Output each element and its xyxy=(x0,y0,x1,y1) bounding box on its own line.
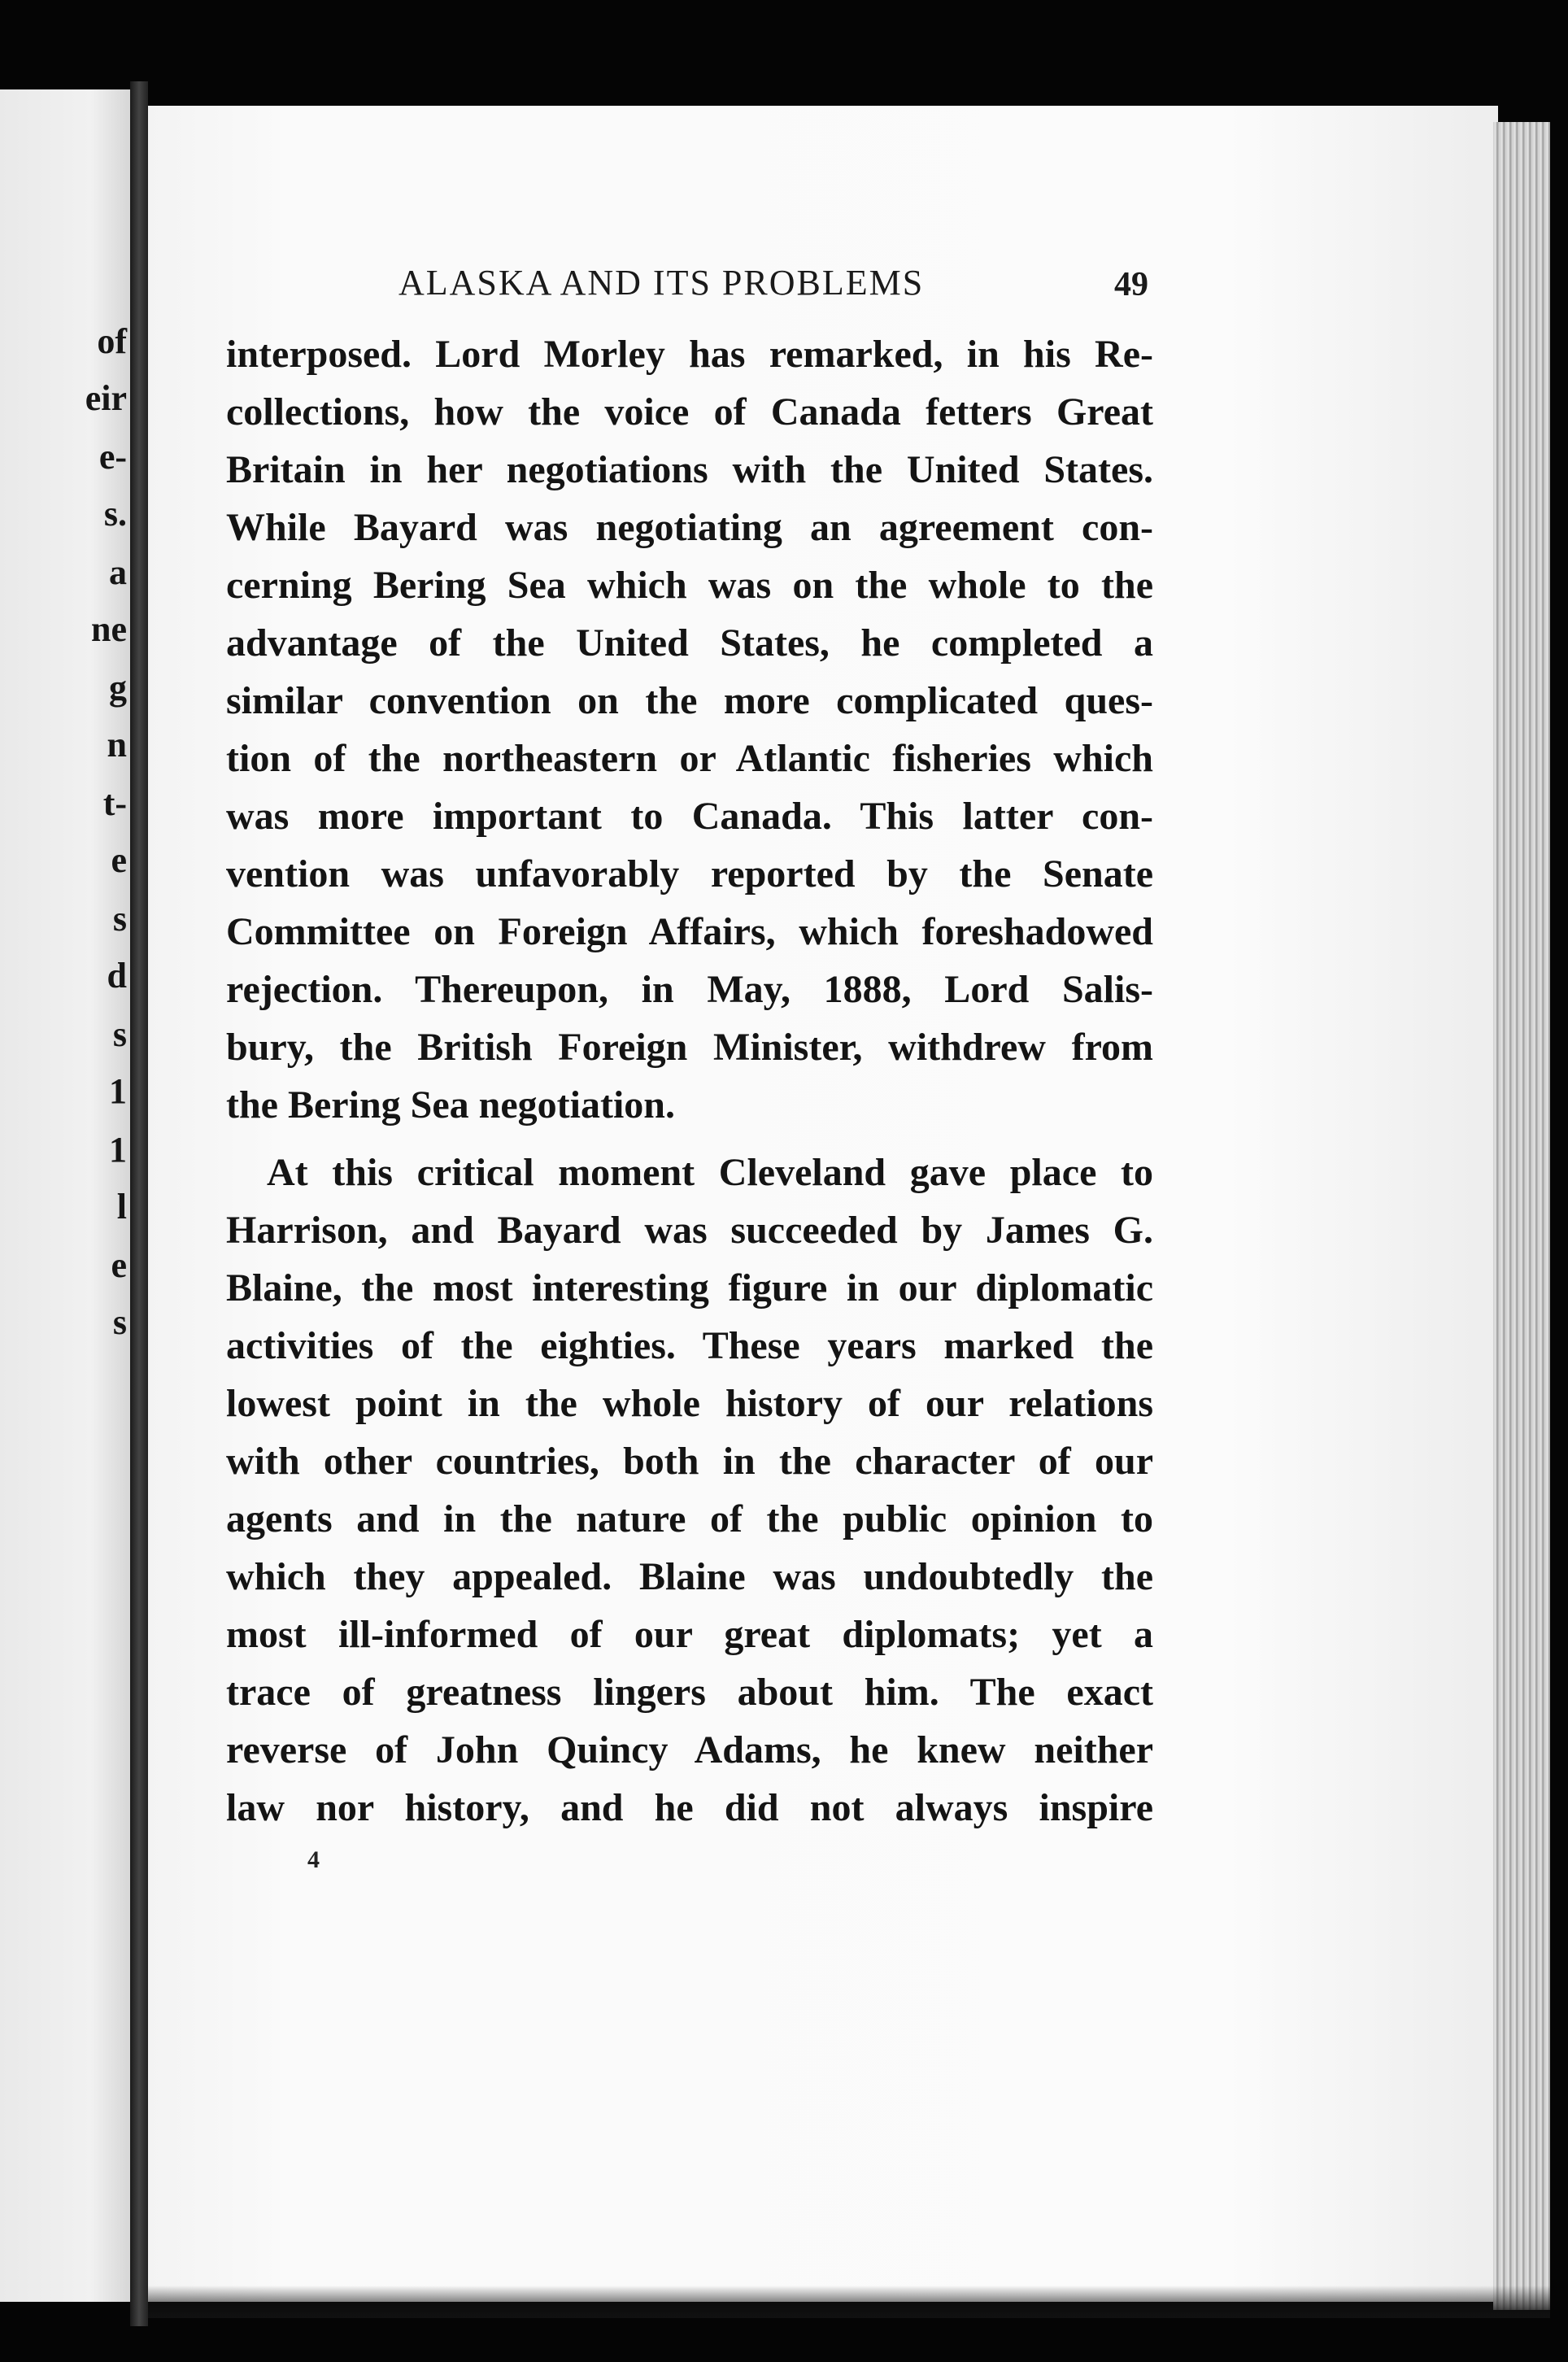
text-line: agents and in the nature of the public opinion to xyxy=(226,1497,1153,1541)
facing-page-fragment: 1 xyxy=(109,1130,127,1170)
running-title: ALASKA AND ITS PROBLEMS xyxy=(399,263,925,303)
text-line: Committee on Foreign Affairs, which foreshadowed xyxy=(226,910,1153,953)
facing-page-fragment: a xyxy=(109,552,127,592)
facing-page-fragment: d xyxy=(107,956,127,996)
facing-page-fragment: s xyxy=(112,899,127,939)
text-line: most ill-informed of our great diplomats; yet a xyxy=(226,1613,1153,1656)
text-line: collections, how the voice of Canada fetters Great xyxy=(226,390,1153,434)
text-line: bury, the British Foreign Minister, withdrew from xyxy=(226,1026,1153,1069)
text-line: interposed. Lord Morley has remarked, in his Re- xyxy=(226,333,1153,376)
facing-page-fragment: e xyxy=(111,840,127,880)
text-line: vention was unfavorably reported by the Senate xyxy=(226,852,1153,896)
body-text xyxy=(226,325,1153,1837)
text-line: trace of greatness lingers about him. The exact xyxy=(226,1671,1153,1714)
signature-mark: 4 xyxy=(307,1846,320,1873)
facing-page-fragment: g xyxy=(109,668,127,708)
text-line: rejection. Thereupon, in May, 1888, Lord Salis- xyxy=(226,968,1153,1011)
page-number: 49 xyxy=(1114,266,1148,303)
facing-page-fragment: s xyxy=(112,1014,127,1054)
text-line: cerning Bering Sea which was on the whole to the xyxy=(226,564,1153,607)
text-line: At this critical moment Cleveland gave place to xyxy=(267,1151,1153,1194)
text-line: Britain in her negotiations with the United States. xyxy=(226,448,1153,491)
facing-page-fragment: 1 xyxy=(109,1071,127,1111)
facing-page-fragment: ne xyxy=(91,609,127,649)
text-line: activities of the eighties. These years marked the xyxy=(226,1324,1153,1367)
facing-page-fragment: e- xyxy=(98,437,127,477)
paragraph-1 xyxy=(226,325,1153,1134)
facing-page-fragment: s. xyxy=(103,494,127,534)
facing-page-fragment: l xyxy=(116,1187,127,1227)
text-line: tion of the northeastern or Atlantic fisheries which xyxy=(226,737,1153,780)
text-line: advantage of the United States, he completed a xyxy=(226,621,1153,665)
facing-page-fragment: eir xyxy=(85,378,127,418)
text-line: reverse of John Quincy Adams, he knew neither xyxy=(226,1728,1153,1772)
facing-page-fragment: n xyxy=(107,725,127,765)
facing-page-fragment: e xyxy=(111,1245,127,1285)
text-line: was more important to Canada. This latter con- xyxy=(226,795,1153,838)
text-line: Blaine, the most interesting figure in our diplomatic xyxy=(226,1266,1153,1310)
text-line: with other countries, both in the character of our xyxy=(226,1440,1153,1483)
facing-page-fragment: of xyxy=(97,321,127,361)
facing-page-fragment: s xyxy=(112,1302,127,1342)
text-line: which they appealed. Blaine was undoubtedly the xyxy=(226,1555,1153,1598)
text-line: While Bayard was negotiating an agreement con- xyxy=(226,506,1153,549)
text-line: the Bering Sea negotiation. xyxy=(226,1083,675,1127)
text-line: law nor history, and he did not always inspire xyxy=(226,1786,1153,1829)
paragraph-2 xyxy=(226,1144,1153,1837)
facing-page-fragment: t- xyxy=(102,783,127,823)
facing-page-left xyxy=(0,89,130,2302)
text-line: lowest point in the whole history of our relations xyxy=(226,1382,1153,1425)
text-line: Harrison, and Bayard was succeeded by James G. xyxy=(226,1209,1153,1252)
page-edges xyxy=(1493,122,1550,2310)
text-line: similar convention on the more complicated ques- xyxy=(226,679,1153,722)
bottom-shadow xyxy=(148,2286,1550,2318)
running-head xyxy=(236,262,1163,311)
book-gutter xyxy=(130,81,148,2326)
